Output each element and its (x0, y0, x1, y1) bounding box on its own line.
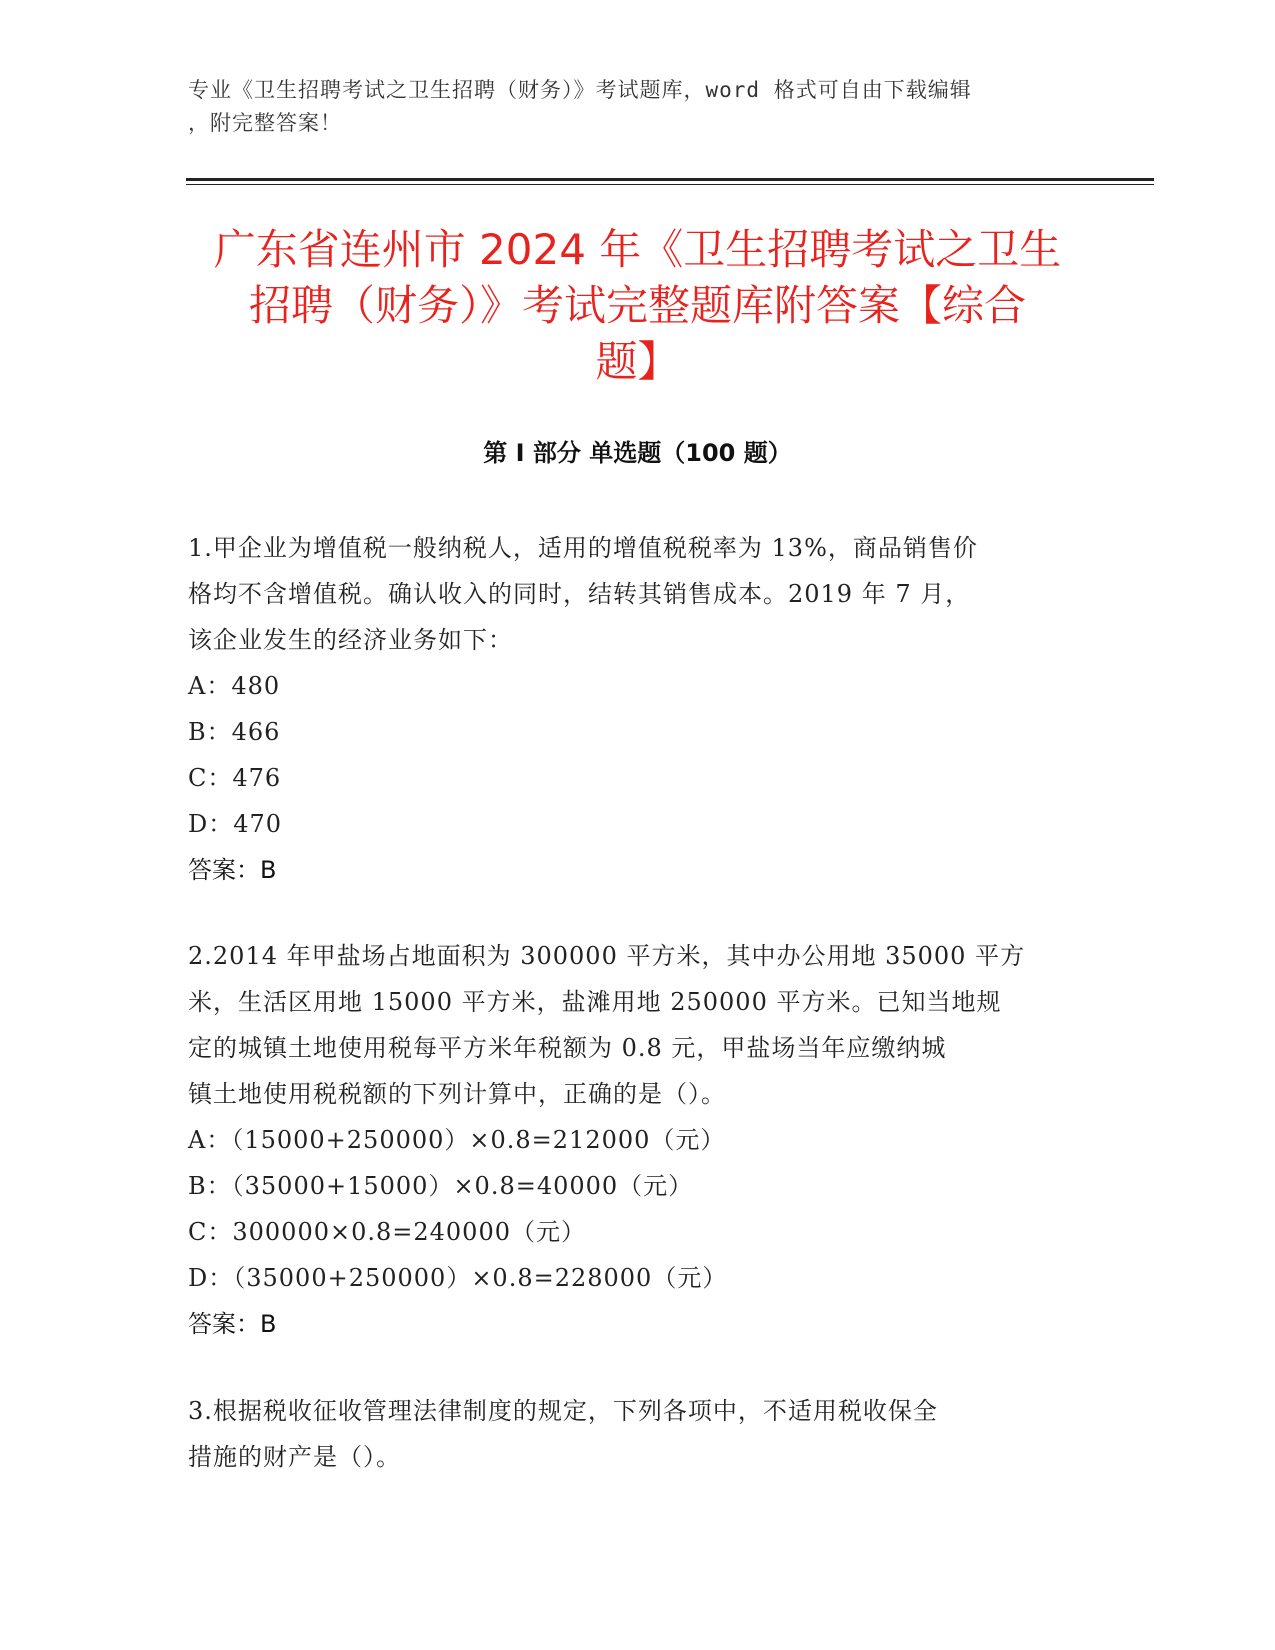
question-stem-line: 镇土地使用税税额的下列计算中，正确的是（）。 (188, 1080, 726, 1108)
title-line-2: 招聘（财务）》考试完整题库附答案【综合 (248, 281, 1026, 330)
header-note-line-1: 专业《卫生招聘考试之卫生招聘（财务）》考试题库，word 格式可自由下载编辑 (188, 78, 972, 102)
header-divider-thin (186, 184, 1154, 185)
option-c: C：300000×0.8=240000（元） (188, 1218, 586, 1246)
header-note-line-2: ，附完整答案！ (188, 111, 342, 135)
question-stem-line: 1.甲企业为增值税一般纳税人，适用的增值税税率为 13%，商品销售价 (188, 534, 978, 562)
question-stem-line: 格均不含增值税。确认收入的同时，结转其销售成本。2019 年 7 月， (188, 580, 971, 608)
question-stem-line: 3.根据税收征收管理法律制度的规定，下列各项中，不适用税收保全 (188, 1397, 938, 1425)
option-b: B：（35000+15000）×0.8=40000（元） (188, 1172, 694, 1200)
answer-line: 答案：B (188, 856, 277, 884)
question-stem-line: 定的城镇土地使用税每平方米年税额为 0.8 元，甲盐场当年应缴纳城 (188, 1034, 947, 1062)
option-d: D：470 (188, 810, 283, 838)
question-3 (188, 1388, 1088, 1480)
question-2 (188, 933, 1088, 1347)
document-header-note (188, 74, 1088, 140)
title-line-3: 题】 (595, 337, 680, 386)
answer-line: 答案：B (188, 1310, 277, 1338)
option-a: A：（15000+250000）×0.8=212000（元） (188, 1126, 726, 1154)
section-heading: 第 I 部分 单选题（100 题） (483, 439, 792, 467)
question-stem-line: 2.2014 年甲盐场占地面积为 300000 平方米，其中办公用地 35000 平方 (188, 942, 1026, 970)
question-stem-line: 米，生活区用地 15000 平方米，盐滩用地 250000 平方米。已知当地规 (188, 988, 1002, 1016)
option-b: B：466 (188, 718, 281, 746)
title-line-1: 广东省连州市 2024 年《卫生招聘考试之卫生 (213, 225, 1062, 274)
document-title (180, 222, 1095, 390)
header-divider-thick (186, 178, 1154, 181)
question-1 (188, 525, 1088, 893)
option-d: D：（35000+250000）×0.8=228000（元） (188, 1264, 728, 1292)
option-c: C：476 (188, 764, 282, 792)
question-stem-line: 措施的财产是（）。 (188, 1443, 401, 1471)
question-stem-line: 该企业发生的经济业务如下： (188, 626, 513, 654)
option-a: A：480 (188, 672, 281, 700)
